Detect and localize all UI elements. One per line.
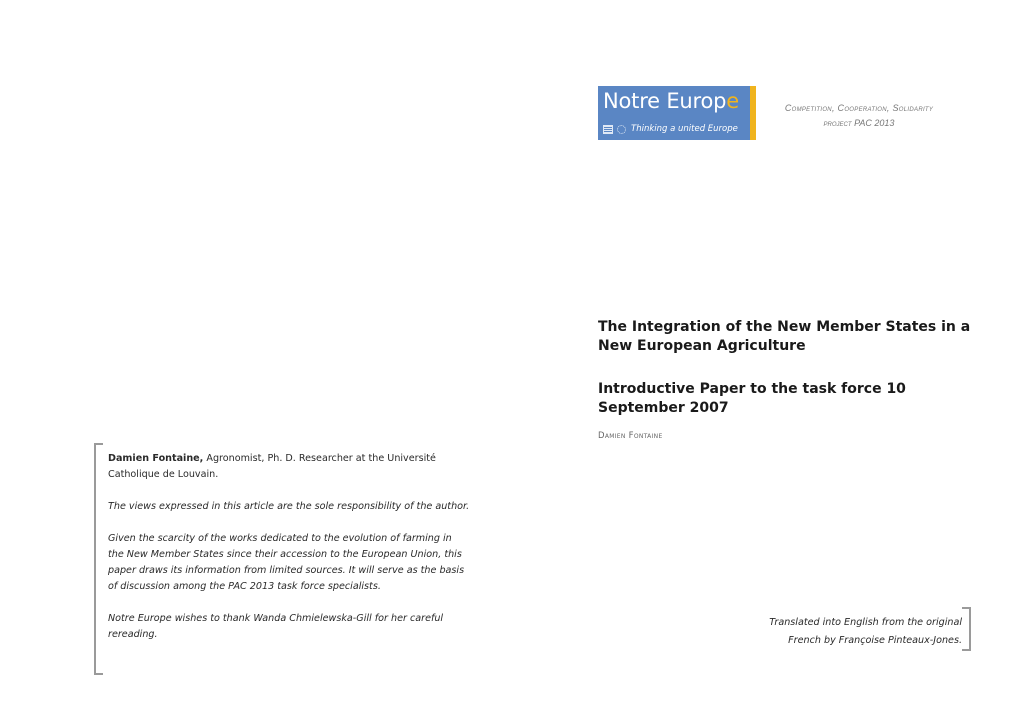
thanks-line: rereading.	[108, 629, 158, 640]
notre-europe-logo	[598, 86, 756, 140]
logo-tagline: Thinking a united Europe	[631, 124, 738, 134]
logo-tagline-row	[603, 123, 738, 135]
project-label	[766, 103, 952, 128]
thanks-note	[108, 611, 500, 643]
translation-line-1: Translated into English from the original	[769, 617, 962, 628]
scarcity-line: of discussion among the PAC 2013 task force specialists.	[108, 581, 381, 592]
paper-title	[598, 318, 971, 356]
project-name	[766, 118, 952, 128]
author-bio-desc-1: Agronomist, Ph. D. Researcher at the Université	[203, 453, 436, 464]
scarcity-line: the New Member States since their accession to the European Union, this	[108, 549, 462, 560]
flag-icon	[603, 125, 613, 134]
translation-line-2: French by Françoise Pinteaux-Jones.	[788, 635, 962, 646]
author-bio	[108, 451, 500, 483]
author-bio-box	[108, 451, 500, 643]
author-byline: Damien Fontaine	[598, 431, 663, 441]
author-bio-desc-2: Catholique de Louvain.	[108, 469, 219, 480]
author-bio-line-1	[108, 451, 500, 467]
thanks-line: Notre Europe wishes to thank Wanda Chmielewska-Gill for her careful	[108, 613, 444, 624]
scarcity-line: Given the scarcity of the works dedicated to the evolution of farming in	[108, 533, 452, 544]
paper-subtitle-line-1: Introductive Paper to the task force 10	[598, 381, 906, 397]
paper-subtitle-line-2: September 2007	[598, 400, 729, 416]
logo-accent-bar	[750, 86, 756, 140]
translation-bracket	[962, 607, 971, 651]
scarcity-note	[108, 531, 500, 595]
author-bio-name: Damien Fontaine,	[108, 453, 204, 464]
disclaimer	[108, 499, 500, 515]
logo-name: Notre Europ	[603, 89, 727, 113]
disclaimer-text: The views expressed in this article are the sole responsibility of the author.	[108, 501, 470, 512]
project-code: PAC 2013	[854, 118, 895, 128]
paper-subtitle	[598, 380, 968, 418]
eu-stars-icon	[617, 125, 626, 134]
translation-credit	[700, 614, 962, 650]
project-prefix: project	[823, 118, 852, 128]
logo-wordmark	[603, 89, 739, 113]
paper-title-line-1: The Integration of the New Member States in a	[598, 319, 971, 335]
logo-name-highlight: e	[726, 89, 740, 113]
bio-bracket	[94, 443, 103, 675]
project-themes: Competition, Cooperation, Solidarity	[784, 103, 934, 113]
scarcity-line: paper draws its information from limited sources. It will serve as the basis	[108, 565, 465, 576]
paper-title-line-2: New European Agriculture	[598, 338, 806, 354]
